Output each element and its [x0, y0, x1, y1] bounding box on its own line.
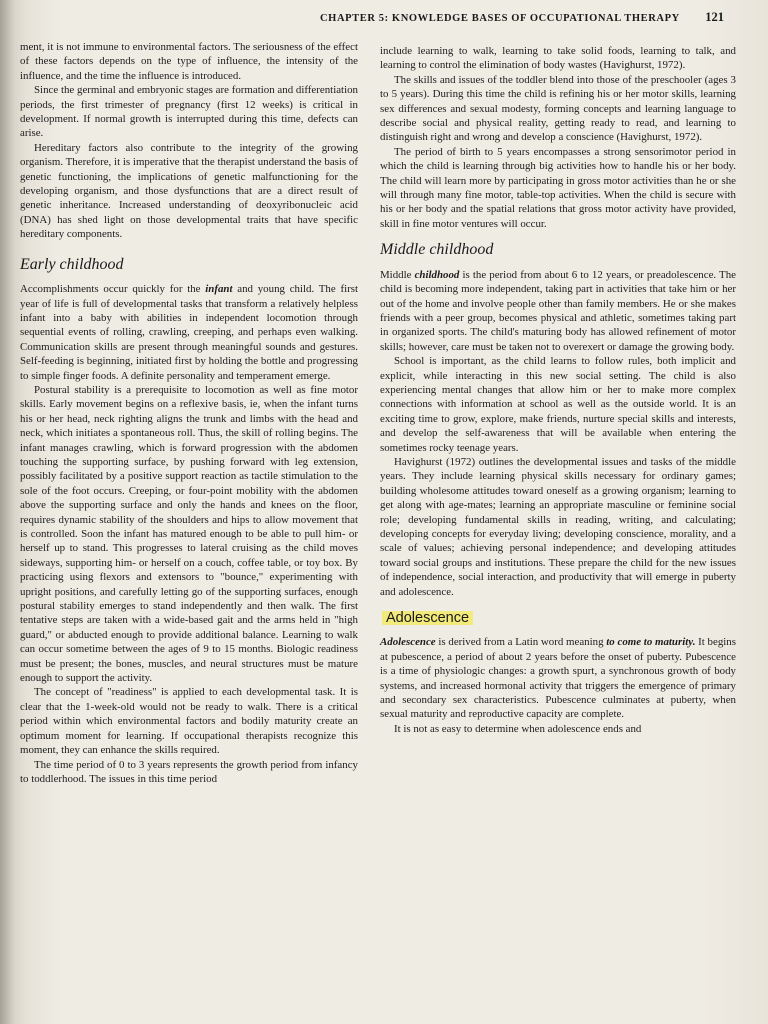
- key-term: infant: [205, 283, 233, 296]
- text-run: and young child. The first year of life is full of developmental tasks that transform a relatively helpless infant into a baby with abilities in independent locomotion through sequential events of rolling, crawling, creeping, and perhaps even walking. Communication skills are present through meaningful sounds and gestures. Self-feeding is beginning, initiated first by holding the bottle and progressing to simple finger foods. A definite personality and temperament emerge.: [20, 283, 358, 382]
- paragraph: Havighurst (1972) outlines the developmental issues and tasks of the middle years. They include learning physical skills necessary for ordinary games; building wholesome attitudes toward oneself as a growing organism; learning to get along with age-mates; learning an appropriate masculine or feminine social role; developing fundamental skills in reading, writing, and calculating; developing concepts for everyday living; developing conscience, morality, and a scale of values; achieving personal independence; and developing attitudes toward social groups and institutions. These prepare the child for the new issues of independence, social interaction, and productivity that will emerge in puberty and adolescence.: [380, 455, 736, 598]
- left-column: [20, 40, 358, 786]
- right-column: [380, 44, 736, 736]
- binding-shadow: [0, 0, 14, 1024]
- running-head: CHAPTER 5: KNOWLEDGE BASES OF OCCUPATIONAL THERAPY: [320, 13, 680, 24]
- paragraph: Since the germinal and embryonic stages are formation and differentiation periods, the first trimester of pregnancy (first 12 weeks) is critical in development. If normal growth is interrupted during this time, defects can arise.: [20, 84, 358, 140]
- paragraph: The concept of "readiness" is applied to each developmental task. It is clear that the 1-week-old would not be ready to walk. There is a critical period within which environmental factors and bodily maturity create an optimum moment for learning. If occupational therapists recognize this moment, they can enhance the skills required.: [20, 686, 358, 757]
- paragraph: Hereditary factors also contribute to the integrity of the growing organism. Therefore, it is imperative that the therapist understand the basis of genetic functioning, the implications of genetic malfunctioning for the developing organism, and those dysfunctions that are a direct result of genetic inheritance. Increased understanding of deoxyribonucleic acid (DNA) has shed light on those developmental traits that have specific hereditary components.: [20, 141, 358, 241]
- heading-middle-childhood: Middle childhood: [380, 241, 494, 259]
- paragraph: The period of birth to 5 years encompasses a strong sensorimotor period in which the child is learning through big activities how to handle his or her body. The child will learn more by participating in gross motor activities than he or she will through many fine motor, table-top activities. When the child is secure with his or her body and the spatial relations that gross motor activity have provided, skill in fine motor ventures will occur.: [380, 145, 736, 230]
- paragraph: include learning to walk, learning to take solid foods, learning to talk, and learning to control the elimination of body wastes (Havighurst, 1972).: [380, 45, 736, 72]
- paragraph: [20, 282, 358, 383]
- text-run: is derived from a Latin word meaning: [435, 636, 607, 649]
- page-header: [320, 10, 724, 25]
- key-term: Adolescence: [380, 636, 436, 649]
- paragraph: School is important, as the child learns to follow rules, both implicit and explicit, while interacting in this new social setting. The child is also experiencing mental changes that allow him or her to make more complex connections with information at school as well as the outside world. It is an exciting time to grow, explore, make friends, nurture special skills and interests, and develop the self-awareness that will be available when entering the sometimes rocky teenage years.: [380, 355, 736, 454]
- italic-phrase: to come to maturity.: [606, 636, 696, 649]
- paragraph: ment, it is not immune to environmental factors. The seriousness of the effect of these factors depends on the type of influence, the intensity of the influence, and the time the influence is introduced.: [20, 41, 358, 82]
- page-number: 121: [705, 10, 724, 24]
- paragraph: The time period of 0 to 3 years represents the growth period from infancy to toddlerhood. The issues in this time period: [20, 758, 358, 785]
- paragraph: [380, 268, 736, 354]
- text-run: is the period from about 6 to 12 years, or preadolescence. The child is becoming more independent, taking part in activities that take him or her out of the home and involve people other than family members. He or she makes friends with a peer group, becomes physical and athletic, sometimes taking part in organized sports. The child's maturing body has allowed refinement of motor skills; however, care must be taken not to overexert or damage the growing body.: [380, 268, 736, 353]
- heading-early-childhood: Early childhood: [20, 255, 124, 273]
- text-run: Accomplishments occur quickly for the: [20, 283, 206, 296]
- paragraph: The skills and issues of the toddler blend into those of the preschooler (ages 3 to 5 years). During this time the child is refining his or her motor skills, learning sex differences and sexual modesty, forming concepts and learning language to describe social and physical reality, getting ready to read, and learning to distinguish right and wrong and develop a conscience (Havighurst, 1972).: [380, 73, 736, 144]
- paragraph: Postural stability is a prerequisite to locomotion as well as fine motor skills. Early movement begins on a reflexive basis, ie, when the infant turns his or her head, neck righting aligns the trunk and limbs with the head and neck, which initiates a spontaneous roll. Thus, the skill of rolling begins. The infant manages crawling, which is forward progression with the abdomen touching the supporting surface, by pushing forward with leg extension, possibly facilitated by a positive support reaction as tactile stimulation to the sole of the foot occurs. Creeping, or four-point mobility with the abdomen above the supporting surface and only the hands and knees on the floor, requires dynamic stability of the shoulders and hips to allow movement that is controlled. Soon the infant has matured enough to be able to pull him- or herself up to stand. This progresses to lateral cruising as the child moves sideways, supporting him- or herself on a couch, coffee table, or toy box. By practicing using flexors and extensors to "bounce," experimenting with upright positions, and carefully letting go of the supporting surfaces, enough postural stability emerges to stand independently and then walk. The first tentative steps are taken with a wide-based gait and the arms held in "high guard," or abducted enough to provide additional balance. Learning to walk can occur sometime between the ages of 9 to 15 months. Biologic readiness must be present; the bones, muscles, and neural structures must be mature enough to support the activity.: [20, 383, 358, 685]
- paragraph: [380, 635, 736, 721]
- text-run: Middle: [380, 268, 415, 281]
- text-run: It begins at pubescence, a period of about 2 years before the onset of puberty. Pubescence is a time of physiologic changes: a growth spurt, a synchronous growth of body systems, and increased hormonal activity that triggers the emergence of primary and secondary sex characteristics. Pubescence culminates at puberty, when sexual maturity and reproductive capacity are complete.: [380, 636, 736, 721]
- heading-adolescence: Adolescence: [382, 611, 473, 625]
- paragraph: It is not as easy to determine when adolescence ends and: [394, 722, 642, 735]
- key-term: childhood: [414, 268, 460, 281]
